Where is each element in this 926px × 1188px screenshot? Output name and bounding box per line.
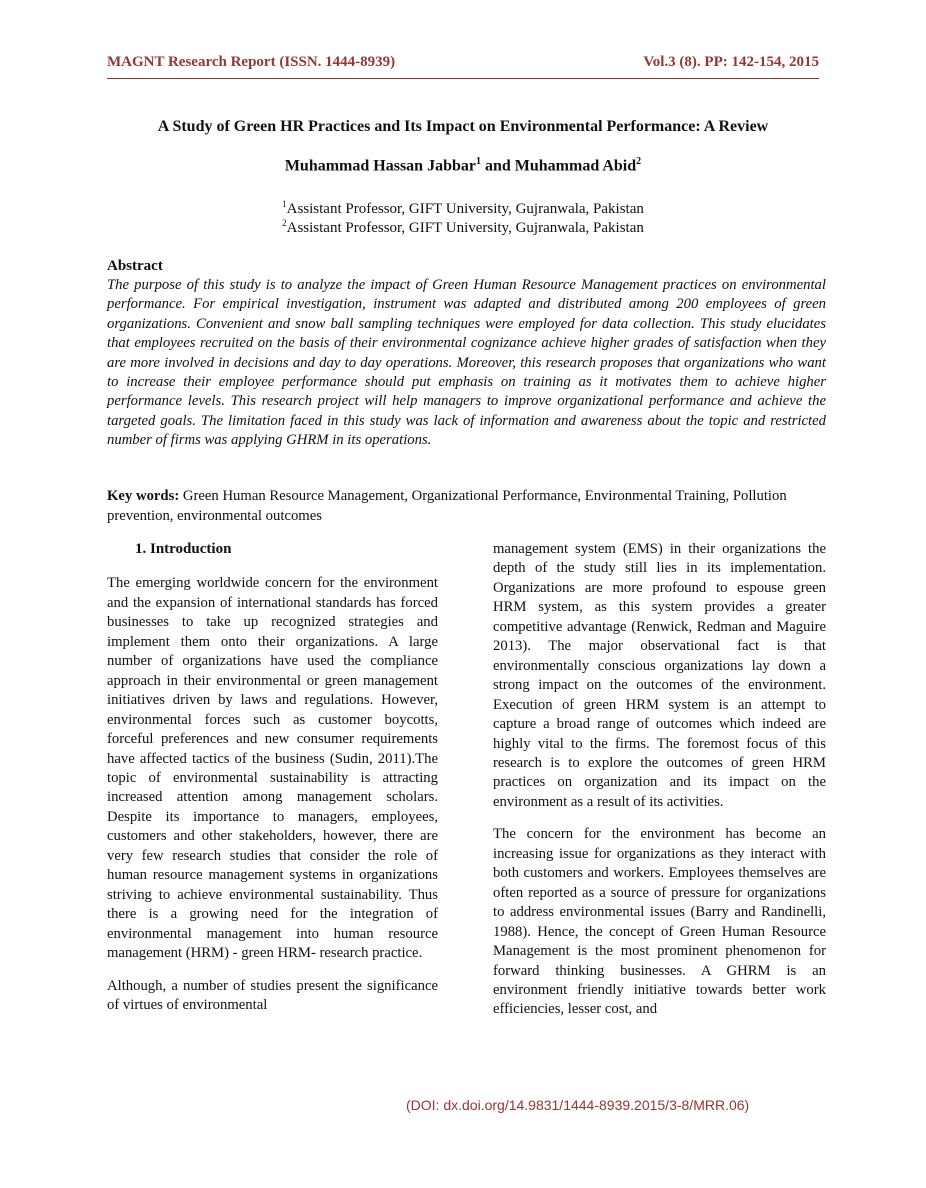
- section-heading-introduction: 1. Introduction: [135, 541, 232, 557]
- keywords-text: Green Human Resource Management, Organizational Performance, Environmental Training, Pollution prevention, environmental outcomes: [107, 488, 787, 524]
- paper-title: A Study of Green HR Practices and Its Impact on Environmental Performance: A Review: [157, 118, 769, 135]
- header-divider: [107, 78, 819, 79]
- affiliation-2-sup: 2: [282, 218, 287, 228]
- paragraph: management system (EMS) in their organizations the depth of the study still lies in its implementation. Organizations are more profound to espouse green HRM system, as this system provides a greater competitive advantage (Renwick, Redman and Maguire 2013). The major observational fact is that environmentally conscious organizations lay down a strong impact on the outcomes of the environment. Execution of green HRM system is an attempt to capture a broad range of outcomes which indeed are highly vital to the firms. The foremost focus of this research is to explore the outcomes of green HRM practices on organization and its impact on the environment as a result of its activities.: [493, 541, 826, 810]
- author-2-sup: 2: [636, 156, 642, 167]
- keywords: [107, 486, 826, 526]
- author-1: Muhammad Hassan Jabbar: [284, 157, 476, 175]
- affiliation-2: [60, 218, 866, 237]
- running-header: [107, 54, 819, 76]
- abstract-text: The purpose of this study is to analyze the impact of Green Human Resource Management practices on environmental performance. For empirical investigation, instrument was adapted and distributed among 200 employees of green organizations. Convenient and snow ball sampling techniques were employed for data collection. This study elucidates that employees recruited on the basis of their environmental cognizance achieve higher grades of satisfaction when they are more involved in decisions and day to day operations. Moreover, this research proposes that organizations who want to increase their employee performance should put emphasis on training as it motivates them to achieve higher performance levels. This research project will help managers to improve organizational performance and achieve the targeted goals. The limitation faced in this study was lack of information and awareness about the topic and restricted number of firms was applying GHRM in its operations.: [107, 277, 826, 449]
- author-2: Muhammad Abid: [514, 157, 637, 175]
- paragraph: The concern for the environment has become an increasing issue for organizations as they interact with both customers and workers. Employees themselves are often reported as a source of pressure for organizations to address environmental issues (Barry and Randinelli, 1988). Hence, the concept of Green Human Resource Management is the most prominent phenomenon for forward thinking businesses. A GHRM is an environment friendly initiative towards better work efficiencies, lesser cost, and: [493, 826, 826, 1018]
- keywords-label: Key words:: [107, 488, 180, 504]
- volume-info: Vol.3 (8). PP: 142-154, 2015: [643, 54, 819, 70]
- right-column: [493, 540, 826, 1033]
- affiliation-1-text: Assistant Professor, GIFT University, Gujranwala, Pakistan: [286, 201, 644, 217]
- affiliation-1-sup: 1: [282, 199, 287, 209]
- affiliation-1: [60, 199, 866, 218]
- abstract-heading: Abstract: [107, 258, 163, 274]
- paragraph: The emerging worldwide concern for the environment and the expansion of international standards has forced businesses to take up recognized strategies and implement them onto their organizations. A large number of organizations have used the compliance approach in their environmental or green management initiatives driven by laws and regulations. However, environmental forces such as customer boycotts, forceful preferences and new consumer requirements have affected tactics of the business (Sudin, 2011).The topic of environmental sustainability is attracting increased attention among management scholars. Despite its importance to managers, employees, customers and other stakeholders, however, there are very few research studies that consider the role of human resource management systems in organizations striving to achieve environmental sustainability. Thus there is a growing need for the integration of environmental management into human resource management (HRM) - green HRM- research practice.: [107, 575, 438, 962]
- author-conjunction: and: [480, 157, 515, 175]
- journal-name: MAGNT Research Report (ISSN. 1444-8939): [107, 54, 396, 70]
- left-column: [107, 540, 438, 1028]
- author-line: [60, 156, 866, 175]
- doi-footer: (DOI: dx.doi.org/14.9831/1444-8939.2015/3-8/MRR.06): [406, 1097, 750, 1113]
- paragraph: Although, a number of studies present the significance of virtues of environmental: [107, 977, 438, 1013]
- author-1-sup: 1: [475, 156, 481, 167]
- affiliation-2-text: Assistant Professor, GIFT University, Gujranwala, Pakistan: [286, 220, 644, 236]
